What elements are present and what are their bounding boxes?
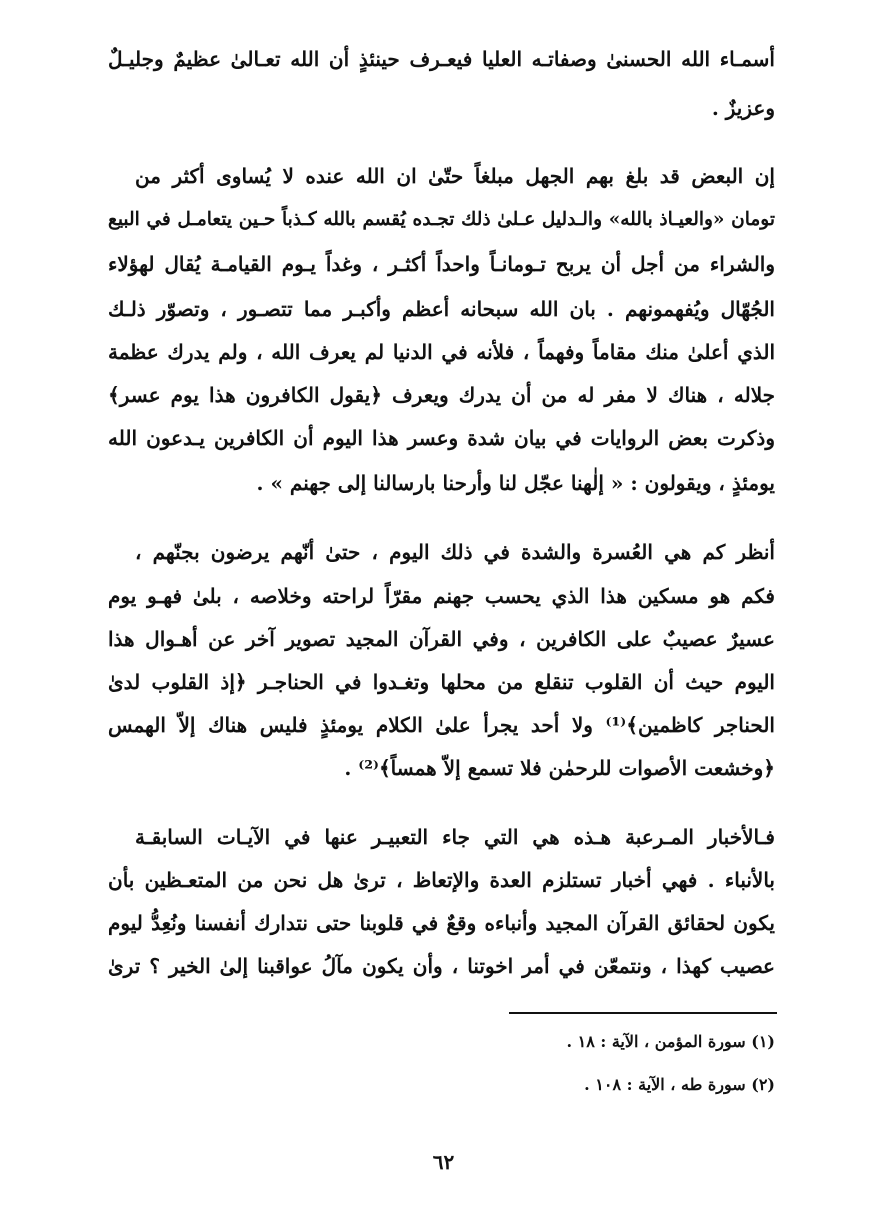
text-line: والشراء من أجل أن يربح تـومانـاً واحداً أكثـر ، وغداً يـوم القيامـة يُقال لهؤلاء xyxy=(108,252,775,276)
text-line: وذكرت بعض الروايات في بيان شدة وعسر هذا اليوم أن الكافرين يـدعون الله xyxy=(108,426,775,450)
footnote-2: (٢) سورة طه ، الآية : ١٠٨ . xyxy=(584,1075,775,1094)
text-line: ﴿وخشعت الأصوات للرحمٰن فلا تسمع إلاّ همساً﴾⁽²⁾ . xyxy=(344,756,775,780)
text-line: بالأنباء . فهي أخبار تستلزم العدة والإتعاظ ، ترىٰ هل نحن من المتعـظين بأن xyxy=(108,868,775,892)
footnote-divider xyxy=(509,1012,777,1014)
text-line: تومان «والعيـاذ بالله» والـدليل عـلىٰ ذلك تجـده يُقسم بالله كـذباً حـين يتعامـل في البيع xyxy=(108,209,775,230)
page-number: ٦٢ xyxy=(432,1150,455,1174)
text-line: يكون لحقائق القرآن المجيد وأنباءه وقعٌ في قلوبنا حتى نتدارك أنفسنا ونُعِدُّ ليوم xyxy=(108,911,775,935)
text-line: وعزيزٌ . xyxy=(711,96,775,120)
text-line: أسمـاء الله الحسنىٰ وصفاتـه العليا فيعـرف حينئذٍ أن الله تعـالىٰ عظيمٌ وجليـلٌ xyxy=(108,47,775,71)
text-line: أنظر كم هي العُسرة والشدة في ذلك اليوم ، حتىٰ أنّهم يرضون بجنّهم ، xyxy=(135,540,775,564)
text-line: يومئذٍ ، ويقولون : « إلٰهنا عجّل لنا وأرحنا بارسالنا إلى جهنم » . xyxy=(256,471,775,495)
text-line: الحناجر كاظمين﴾⁽¹⁾ ولا أحد يجرأ علىٰ الكلام يومئذٍ فليس هناك إلاّ الهمس xyxy=(108,713,775,737)
text-line: عسيرٌ عصيبٌ على الكافرين ، وفي القرآن المجيد تصوير آخر عن أهـوال هذا xyxy=(108,627,775,651)
footnote-1: (١) سورة المؤمن ، الآية : ١٨ . xyxy=(566,1032,775,1051)
text-line: فـالأخبار المـرعبة هـذه هي التي جاء التعبيـر عنها في الآيـات السابقـة xyxy=(135,825,775,849)
text-line: الذي أعلىٰ منك مقاماً وفهماً ، فلأنه في الدنيا لم يعرف الله ، ولم يدرك عظمة xyxy=(108,340,775,364)
text-line: جلاله ، هناك لا مفر له من أن يدرك ويعرف ﴿يقول الكافرون هذا يوم عسر﴾ xyxy=(108,383,775,407)
text-line: فكم هو مسكين هذا الذي يحسب جهنم مقرّاً لراحته وخلاصه ، بلىٰ فهـو يوم xyxy=(108,584,775,608)
text-line: اليوم حيث أن القلوب تنقلع من محلها وتغـدوا في الحناجـر ﴿إذ القلوب لدىٰ xyxy=(108,670,775,694)
text-line: إن البعض قد بلغ بهم الجهل مبلغاً حتّىٰ ان الله عنده لا يُساوى أكثر من xyxy=(135,164,775,188)
text-line: الجُهّال ويُفهمونهم . بان الله سبحانه أعظم وأكبـر مما تتصـور ، وتصوّر ذلـك xyxy=(108,297,775,321)
text-line: عصيب كهذا ، ونتمعّن في أمر اخوتنا ، وأن يكون مآلُ عواقبنا إلىٰ الخير ؟ ترىٰ xyxy=(108,954,775,978)
